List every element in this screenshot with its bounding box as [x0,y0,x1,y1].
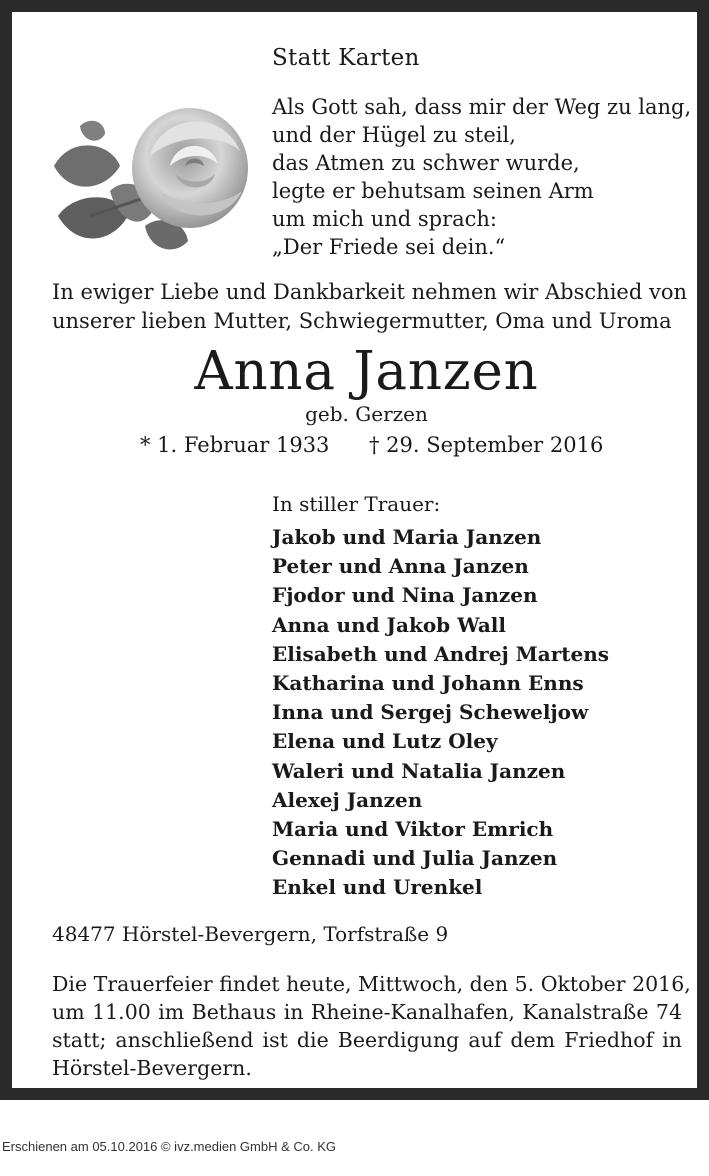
birth-date: * 1. Februar 1933 [140,433,330,457]
publication-footer: Erschienen am 05.10.2016 © ivz.medien GmbH & Co. KG [2,1139,337,1154]
service-info [52,970,691,1082]
mourner-entry: Elena und Lutz Oley [272,729,498,754]
poem-line: legte er behutsam seinen Arm [272,179,594,203]
intro-text [52,278,687,336]
mourner-entry: Katharina und Johann Enns [272,671,584,696]
mourner-entry: Inna und Sergej Scheweljow [272,700,589,725]
mourner-entry: Waleri und Natalia Janzen [272,758,566,783]
service-line: um 11.00 im Bethaus in Rheine-Kanalhafen, Kanalstraße 74 [52,1000,682,1024]
mourner-entry: Maria und Viktor Emrich [272,817,554,842]
mourner-entry: Fjodor und Nina Janzen [272,583,538,608]
intro-line: unserer lieben Mutter, Schwiegermutter, Oma und Uroma [52,309,672,333]
deceased-name: Anna Janzen [194,341,539,402]
mourners-list [272,523,609,903]
mourner-entry: Anna und Jakob Wall [272,612,506,637]
poem-line: Als Gott sah, dass mir der Weg zu lang, [272,95,692,119]
service-line: Die Trauerfeier findet heute, Mittwoch, den 5. Oktober 2016, [52,972,691,996]
service-line: statt; anschließend ist die Beerdigung auf dem Friedhof in [52,1028,682,1052]
intro-line: In ewiger Liebe und Dankbarkeit nehmen wir Abschied von [52,280,687,304]
rose-icon [50,96,250,256]
poem-line: und der Hügel zu steil, [272,123,516,147]
birth-name: geb. Gerzen [305,402,428,426]
address: 48477 Hörstel-Bevergern, Torfstraße 9 [52,922,449,946]
mourner-entry: Alexej Janzen [272,787,423,812]
mourner-entry: Jakob und Maria Janzen [272,525,542,549]
death-date: † 29. September 2016 [369,433,604,457]
mourner-entry: Elisabeth und Andrej Martens [272,641,610,666]
mourner-entry: Gennadi und Julia Janzen [272,846,558,871]
poem-line: um mich und sprach: [272,207,498,231]
service-line: Hörstel-Bevergern. [52,1056,252,1080]
poem-line: „Der Friede sei dein.“ [272,235,506,259]
poem [272,93,691,261]
mourning-label: In stiller Trauer: [272,492,441,516]
poem-line: das Atmen zu schwer wurde, [272,151,580,175]
mourner-entry: Peter und Anna Janzen [272,554,529,579]
header-text: Statt Karten [272,45,420,71]
mourner-entry: Enkel und Urenkel [272,875,483,900]
